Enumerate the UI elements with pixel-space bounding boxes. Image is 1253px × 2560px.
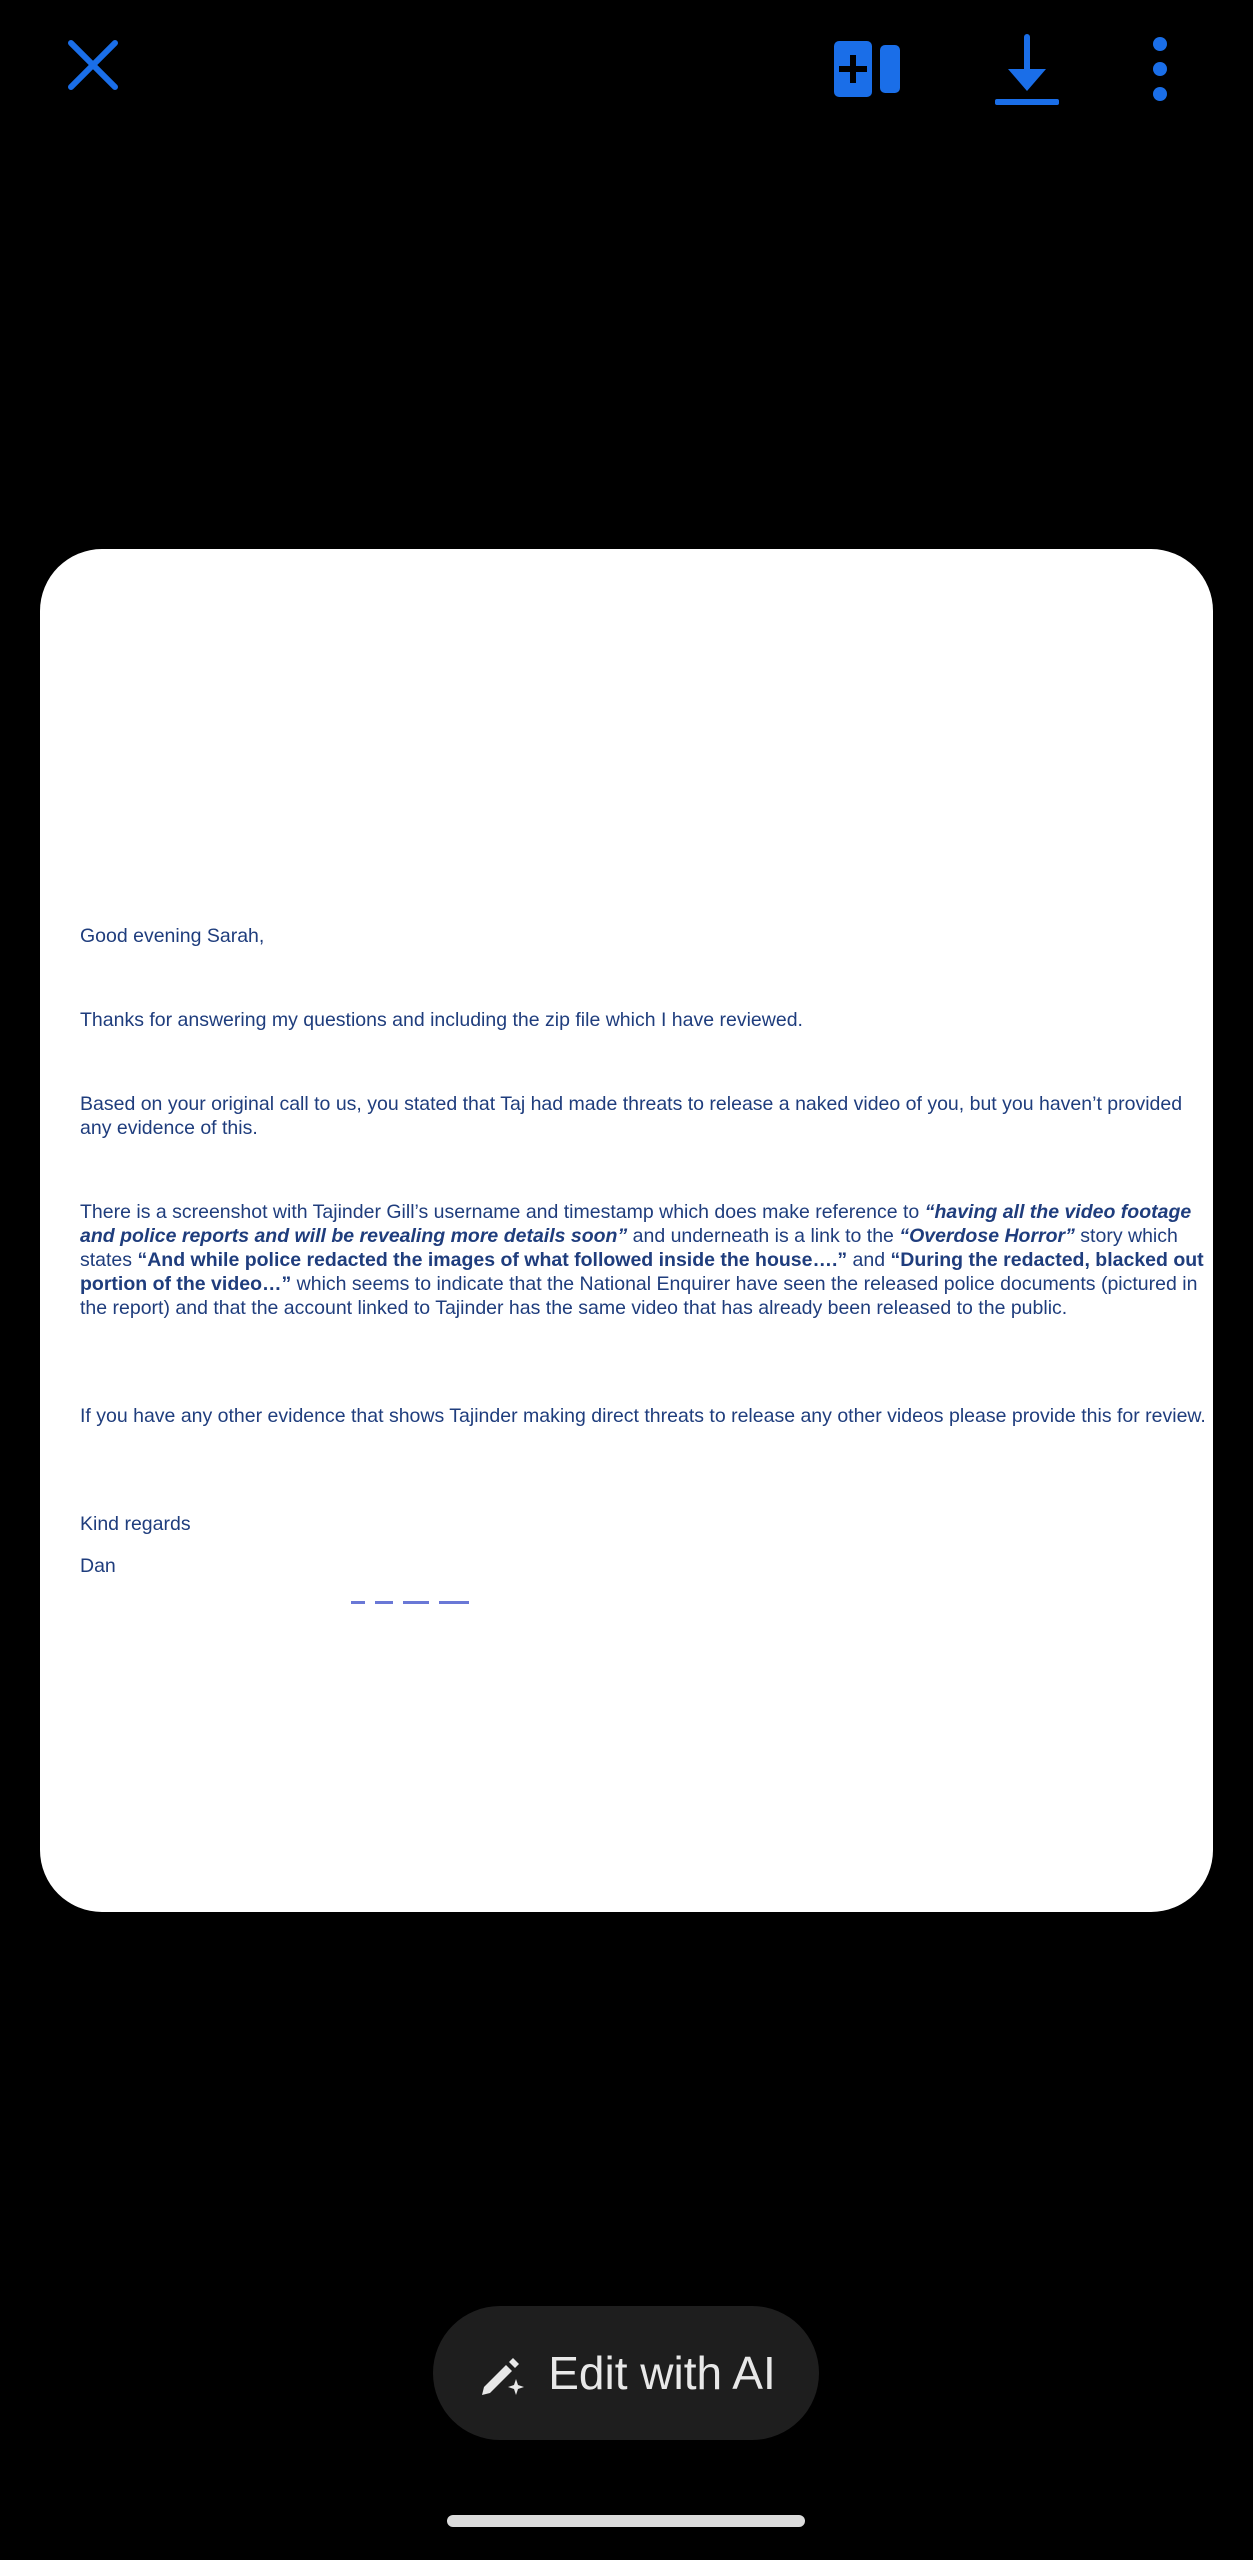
download-button[interactable]	[980, 22, 1074, 116]
letter-original-call-paragraph: Based on your original call to us, you stated that Taj had made threats to release a naked video of you, but you haven’t provided any evidence of this.	[80, 1093, 1183, 1139]
letter-evidence-request-paragraph: If you have any other evidence that shows Tajinder making direct threats to release any other videos please provide this for review.	[80, 1405, 1206, 1427]
screenshot-quote-1: “having all the video footage and police reports and will be revealing more details soon”	[80, 1201, 1192, 1247]
screenshot-quote-3: “And while police redacted the images of what followed inside the house….”	[137, 1249, 848, 1271]
letter-greeting: Good evening Sarah,	[80, 925, 265, 947]
download-icon	[992, 31, 1062, 107]
edit-with-ai-button[interactable]	[433, 2306, 819, 2440]
screenshot-text-4: and	[847, 1249, 891, 1271]
close-button[interactable]	[50, 22, 136, 108]
add-page-icon	[832, 39, 902, 99]
screenshot-quote-4: “During the redacted, blacked out portion of the video…”	[80, 1249, 1204, 1295]
screenshot-text-1: There is a screenshot with Tajinder Gill’s username and timestamp which does make reference to	[80, 1201, 925, 1223]
screenshot-quote-2: “Overdose Horror”	[899, 1225, 1075, 1247]
letter-thanks-paragraph: Thanks for answering my questions and including the zip file which I have reviewed.	[80, 1009, 803, 1031]
screenshot-text-5: which seems to indicate that the National Enquirer have seen the released police documents (pictured in the report) and that the account linked to Tajinder has the same video that has already been released to the public.	[80, 1273, 1198, 1319]
letter-screenshot-paragraph	[80, 1200, 1206, 1320]
cropped-text-remnant	[351, 1598, 509, 1604]
more-vertical-icon	[1150, 36, 1170, 102]
more-options-button[interactable]	[1120, 22, 1200, 116]
letter-closing: Kind regards	[80, 1513, 191, 1535]
screenshot-text-3: story which states	[80, 1225, 1178, 1271]
letter-signature: Dan	[80, 1555, 116, 1577]
close-icon	[65, 37, 121, 93]
add-page-button[interactable]	[820, 22, 914, 116]
magic-pencil-icon	[476, 2347, 528, 2399]
screenshot-text-2: and underneath is a link to the	[627, 1225, 900, 1247]
edit-with-ai-label: Edit with AI	[548, 2347, 776, 2399]
top-toolbar	[0, 0, 1253, 140]
document-preview[interactable]	[40, 549, 1213, 1912]
home-indicator[interactable]	[447, 2515, 805, 2527]
